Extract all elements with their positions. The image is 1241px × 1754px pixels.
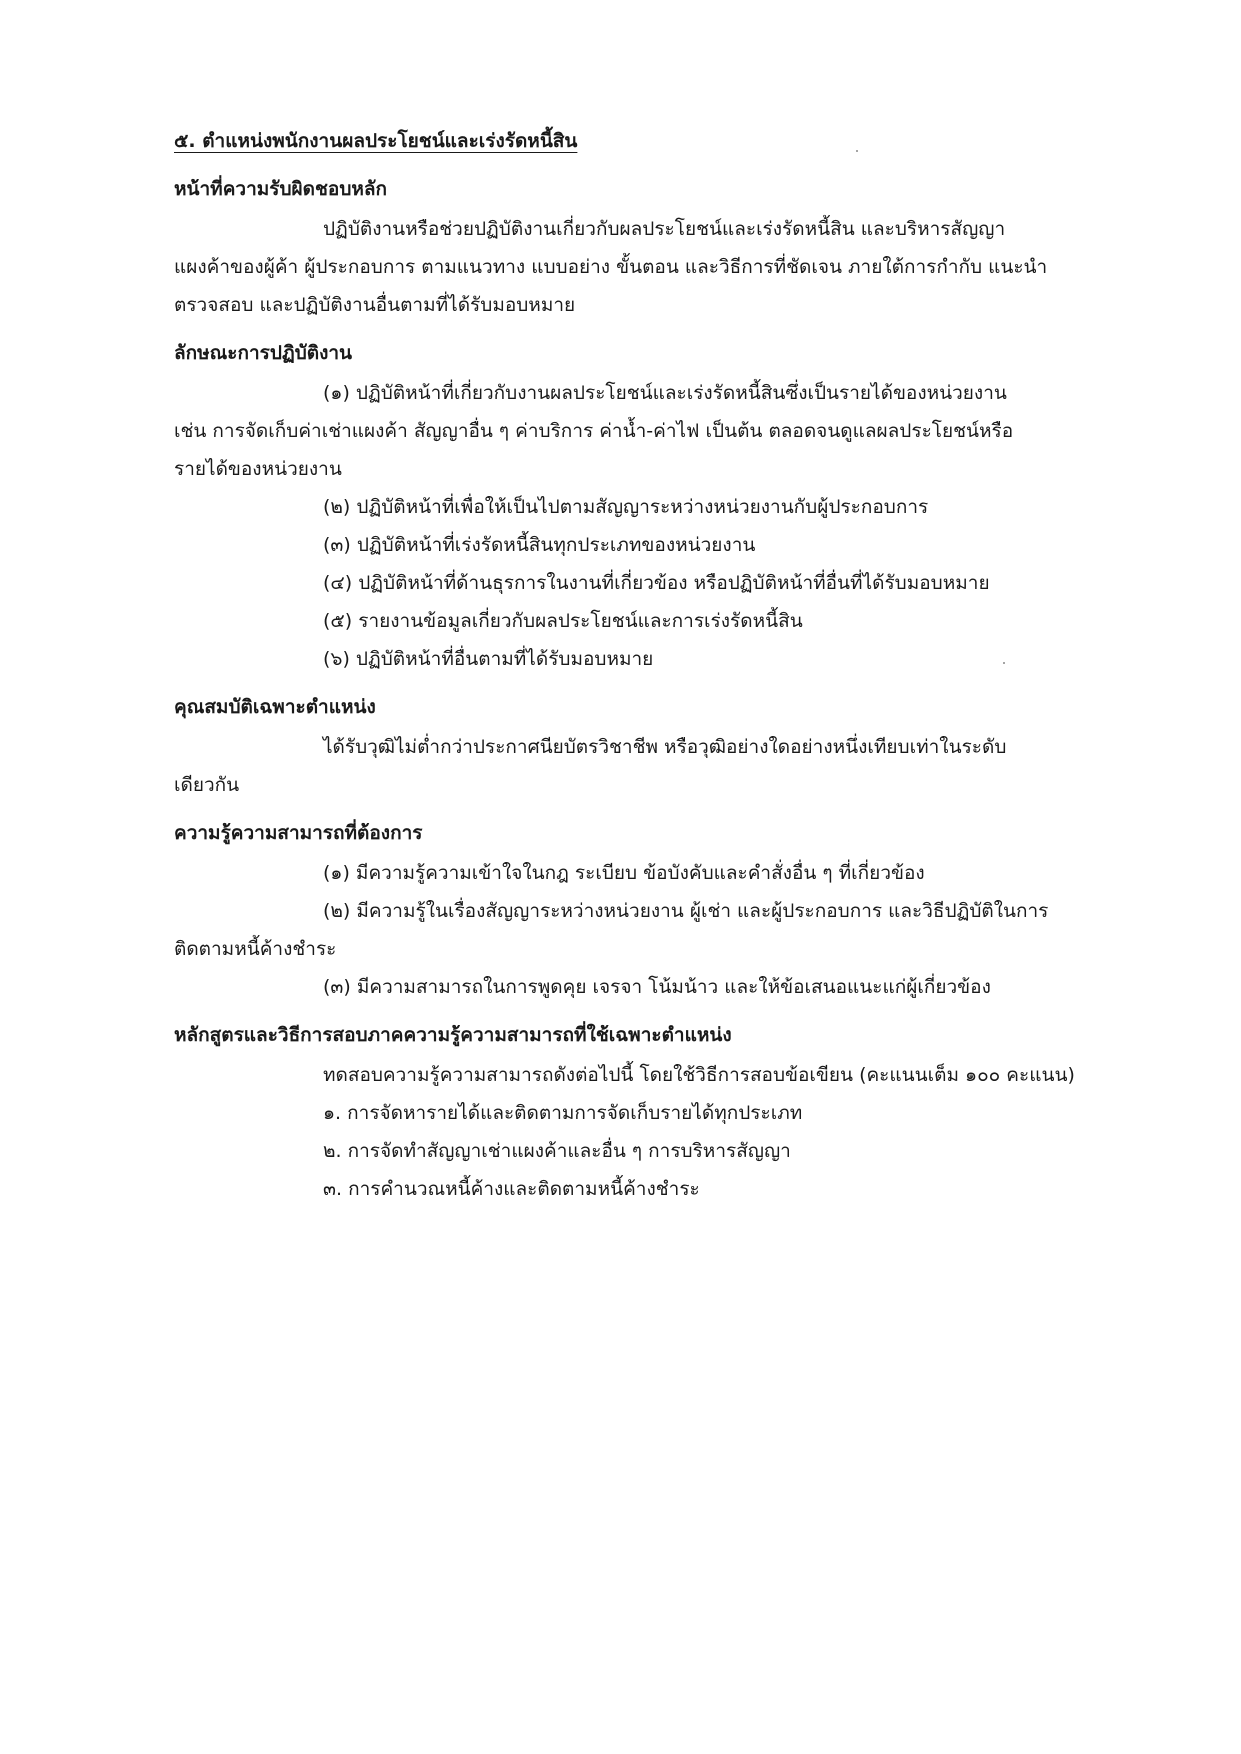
scan-speck bbox=[856, 150, 858, 152]
exam-item-2: ๒. การจัดทำสัญญาเช่าแผงค้าและอื่น ๆ การบริหารสัญญา bbox=[323, 1140, 791, 1162]
exam-item-3: ๓. การคำนวณหนี้ค้างและติดตามหนี้ค้างชำระ bbox=[323, 1178, 700, 1200]
scan-speck bbox=[1003, 662, 1005, 664]
qualifications-line-2: เดียวกัน bbox=[174, 774, 240, 796]
exam-heading: หลักสูตรและวิธีการสอบภาคความรู้ความสามารถที่ใช้เฉพาะตำแหน่ง bbox=[174, 1024, 732, 1046]
exam-intro: ทดสอบความรู้ความสามารถดังต่อไปนี้ โดยใช้วิธีการสอบข้อเขียน (คะแนนเต็ม ๑๐๐ คะแนน) bbox=[323, 1064, 1075, 1086]
work-nature-item-2: (๒) ปฏิบัติหน้าที่เพื่อให้เป็นไปตามสัญญาระหว่างหน่วยงานกับผู้ประกอบการ bbox=[323, 496, 929, 518]
knowledge-item-2-line-1: (๒) มีความรู้ในเรื่องสัญญาระหว่างหน่วยงาน ผู้เช่า และผู้ประกอบการ และวิธีปฏิบัติในการ bbox=[323, 900, 1049, 922]
knowledge-item-3: (๓) มีความสามารถในการพูดคุย เจรจา โน้มน้าว และให้ข้อเสนอแนะแก่ผู้เกี่ยวข้อง bbox=[323, 976, 991, 998]
exam-item-1: ๑. การจัดหารายได้และติดตามการจัดเก็บรายได้ทุกประเภท bbox=[323, 1102, 803, 1124]
duties-line-3: ตรวจสอบ และปฏิบัติงานอื่นตามที่ได้รับมอบหมาย bbox=[174, 294, 576, 316]
knowledge-heading: ความรู้ความสามารถที่ต้องการ bbox=[174, 822, 423, 844]
work-nature-item-1-line-3: รายได้ของหน่วยงาน bbox=[174, 458, 342, 480]
work-nature-item-1-line-2: เช่น การจัดเก็บค่าเช่าแผงค้า สัญญาอื่น ๆ ค่าบริการ ค่าน้ำ-ค่าไฟ เป็นต้น ตลอดจนดูแลผลประโยชน์หรือ bbox=[174, 420, 1014, 442]
work-nature-heading: ลักษณะการปฏิบัติงาน bbox=[174, 342, 353, 364]
knowledge-item-1: (๑) มีความรู้ความเข้าใจในกฎ ระเบียบ ข้อบังคับและคำสั่งอื่น ๆ ที่เกี่ยวข้อง bbox=[323, 862, 925, 884]
duties-heading: หน้าที่ความรับผิดชอบหลัก bbox=[174, 178, 388, 200]
work-nature-item-3: (๓) ปฏิบัติหน้าที่เร่งรัดหนี้สินทุกประเภทของหน่วยงาน bbox=[323, 534, 756, 556]
duties-line-2: แผงค้าของผู้ค้า ผู้ประกอบการ ตามแนวทาง แบบอย่าง ขั้นตอน และวิธีการที่ชัดเจน ภายใต้การกำกับ แนะนำ bbox=[174, 256, 1048, 278]
qualifications-line-1: ได้รับวุฒิไม่ต่ำกว่าประกาศนียบัตรวิชาชีพ หรือวุฒิอย่างใดอย่างหนึ่งเทียบเท่าในระดับ bbox=[323, 736, 1007, 758]
work-nature-item-4: (๔) ปฏิบัติหน้าที่ด้านธุรการในงานที่เกี่ยวข้อง หรือปฏิบัติหน้าที่อื่นที่ได้รับมอบหมาย bbox=[323, 572, 990, 594]
qualifications-heading: คุณสมบัติเฉพาะตำแหน่ง bbox=[174, 696, 376, 718]
knowledge-item-2-line-2: ติดตามหนี้ค้างชำระ bbox=[174, 938, 337, 960]
duties-line-1: ปฏิบัติงานหรือช่วยปฏิบัติงานเกี่ยวกับผลประโยชน์และเร่งรัดหนี้สิน และบริหารสัญญา bbox=[323, 218, 1006, 240]
work-nature-item-1-line-1: (๑) ปฏิบัติหน้าที่เกี่ยวกับงานผลประโยชน์และเร่งรัดหนี้สินซึ่งเป็นรายได้ของหน่วยงาน bbox=[323, 382, 1007, 404]
work-nature-item-6: (๖) ปฏิบัติหน้าที่อื่นตามที่ได้รับมอบหมาย bbox=[323, 648, 654, 670]
section-title: ๕. ตำแหน่งพนักงานผลประโยชน์และเร่งรัดหนี้สิน bbox=[174, 130, 578, 152]
work-nature-item-5: (๕) รายงานข้อมูลเกี่ยวกับผลประโยชน์และการเร่งรัดหนี้สิน bbox=[323, 610, 803, 632]
